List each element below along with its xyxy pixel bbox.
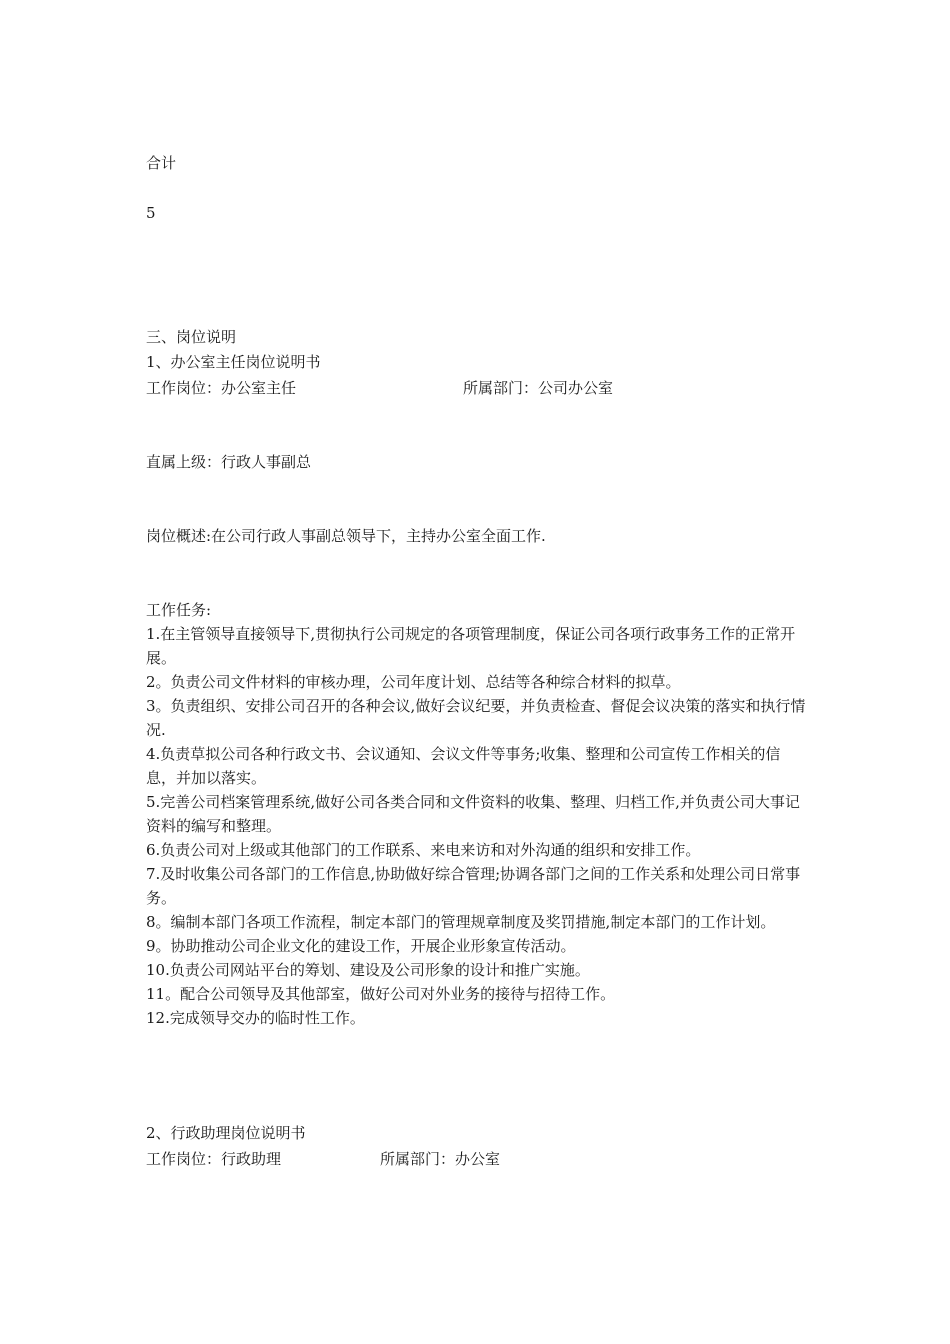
total-value: 5 [146, 204, 156, 222]
job1-position: 工作岗位：办公室主任 [146, 379, 297, 397]
task-item: 8。编制本部门各项工作流程，制定本部门的管理规章制度及奖罚措施,制定本部门的工作计划。 [146, 913, 776, 931]
task-item: 3。负责组织、安排公司召开的各种会议,做好会议纪要，并负责检查、督促会议决策的落实和执行情况. [146, 697, 806, 739]
job1-superior: 直属上级：行政人事副总 [146, 453, 312, 471]
task-item: 6.负责公司对上级或其他部门的工作联系、来电来访和对外沟通的组织和安排工作。 [146, 841, 701, 859]
job2-position: 工作岗位：行政助理 [146, 1150, 282, 1168]
task-item: 1.在主管领导直接领导下,贯彻执行公司规定的各项管理制度，保证公司各项行政事务工作的正常开展。 [146, 625, 796, 667]
job1-title: 1、办公室主任岗位说明书 [146, 353, 321, 371]
task-item: 5.完善公司档案管理系统,做好公司各类合同和文件资料的收集、整理、归档工作,并负责公司大事记资料的编写和整理。 [146, 793, 800, 835]
task-item: 9。协助推动公司企业文化的建设工作，开展企业形象宣传活动。 [146, 937, 576, 955]
task-item: 4.负责草拟公司各种行政文书、会议通知、会议文件等事务;收集、整理和公司宣传工作相关的信息，并加以落实。 [146, 745, 781, 787]
section-heading: 三、岗位说明 [146, 328, 237, 346]
job2-title: 2、行政助理岗位说明书 [146, 1124, 306, 1142]
job1-overview: 岗位概述:在公司行政人事副总领导下，主持办公室全面工作. [146, 527, 546, 545]
task-item: 10.负责公司网站平台的筹划、建设及公司形象的设计和推广实施。 [146, 961, 590, 979]
task-item: 11。配合公司领导及其他部室，做好公司对外业务的接待与招待工作。 [146, 985, 616, 1003]
task-item: 12.完成领导交办的临时性工作。 [146, 1009, 365, 1027]
job2-department: 所属部门：办公室 [380, 1150, 501, 1168]
job1-task-list [146, 622, 808, 1030]
job1-tasks-heading: 工作任务: [146, 601, 212, 619]
task-item: 2。负责公司文件材料的审核办理，公司年度计划、总结等各种综合材料的拟草。 [146, 673, 681, 691]
job1-department: 所属部门：公司办公室 [463, 379, 614, 397]
task-item: 7.及时收集公司各部门的工作信息,协助做好综合管理;协调各部门之间的工作关系和处理公司日常事务。 [146, 865, 801, 907]
total-label: 合计 [146, 154, 177, 172]
